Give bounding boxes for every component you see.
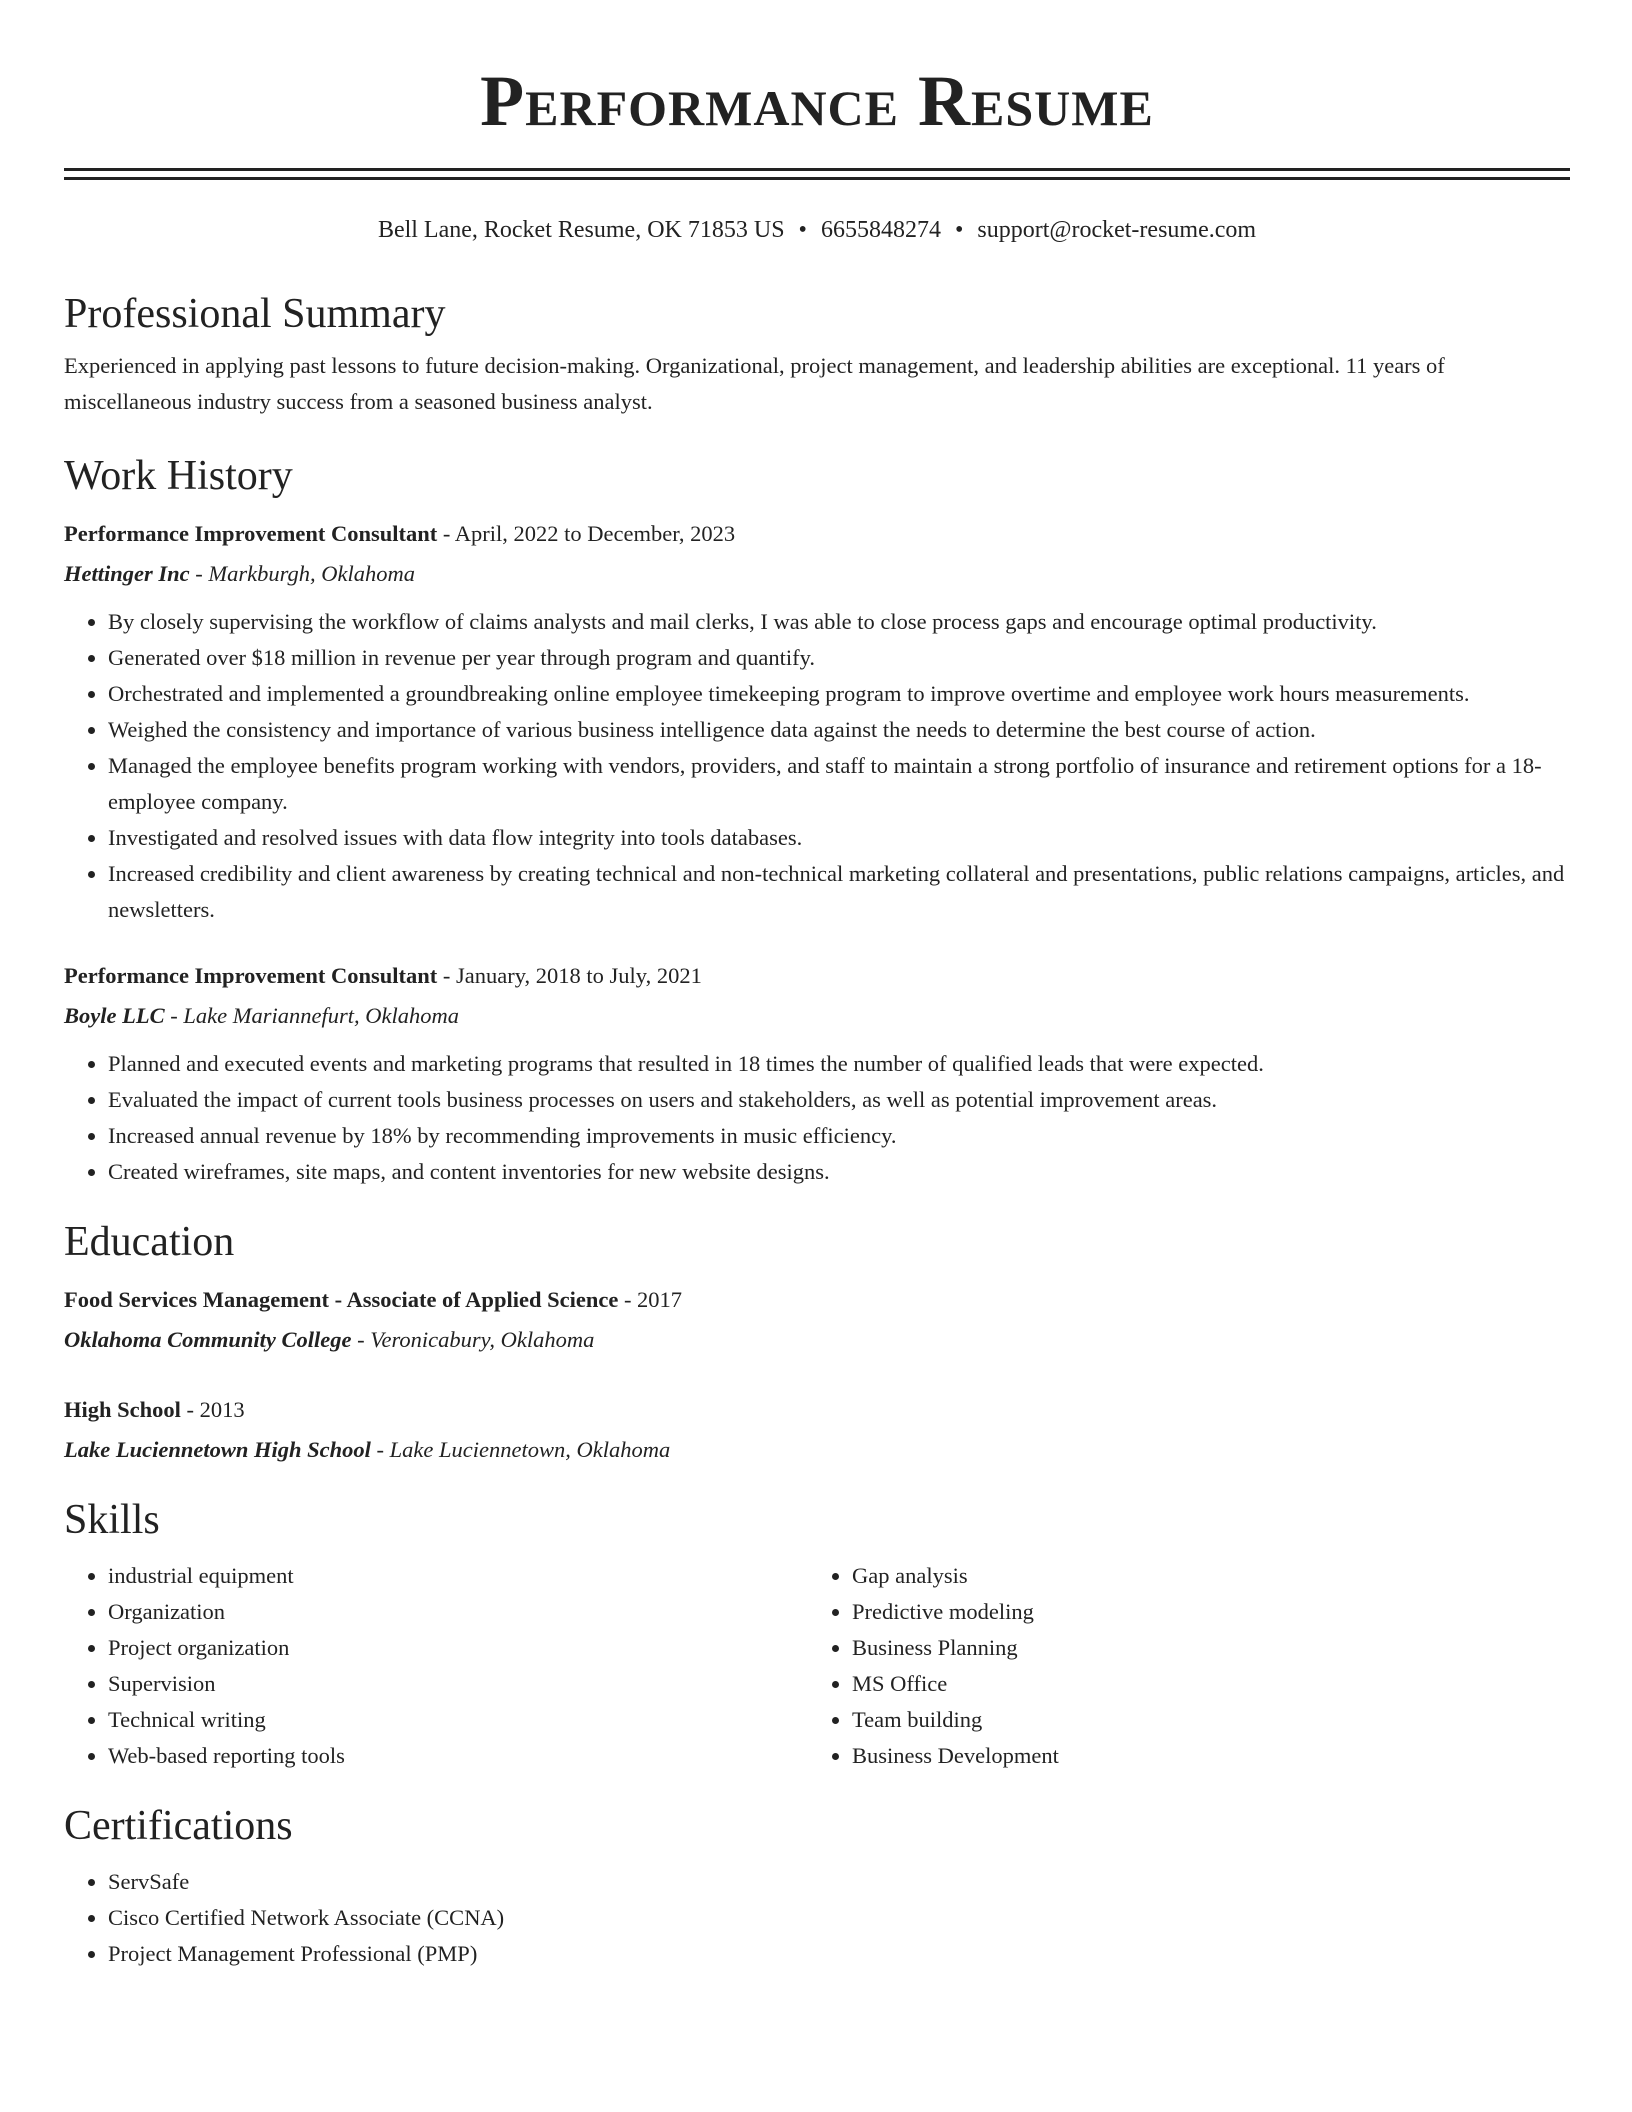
- section-title-skills: Skills: [64, 1497, 160, 1543]
- education-heading: [64, 1282, 1570, 1318]
- list-item: • Increased annual revenue by 18% by recommending improvements in music efficiency.: [108, 1118, 1570, 1154]
- list-item: • Orchestrated and implemented a groundbreaking online employee timekeeping program to improve overtime and employee work hours measurements.: [108, 676, 1570, 712]
- skill-item: • Technical writing: [108, 1702, 808, 1738]
- degree-name: Food Services Management - Associate of Applied Science: [64, 1287, 619, 1312]
- school-name: Lake Luciennetown High School: [64, 1437, 371, 1462]
- list-item: • Increased credibility and client awareness by creating technical and non-technical marketing collateral and presentations, public relations campaigns, articles, and newsletters.: [108, 856, 1570, 928]
- skill-item: • Project organization: [108, 1630, 808, 1666]
- contact-line: [64, 214, 1570, 246]
- degree-name: High School: [64, 1397, 181, 1422]
- school-location: - Lake Luciennetown, Oklahoma: [370, 1437, 671, 1462]
- contact-separator: •: [954, 217, 964, 243]
- school-location: - Veronicabury, Oklahoma: [351, 1327, 595, 1352]
- list-item: • By closely supervising the workflow of claims analysts and mail clerks, I was able to close process gaps and encourage optimal productivity.: [108, 604, 1570, 640]
- education-entry: [64, 1282, 1570, 1358]
- skill-item: • Predictive modeling: [852, 1594, 1552, 1630]
- summary-text: Experienced in applying past lessons to future decision-making. Organizational, project management, and leadership abilities are exceptional. 11 years of miscellaneous industry success from a seasoned business analyst.: [64, 353, 1445, 414]
- contact-address: Bell Lane, Rocket Resume, OK 71853 US: [377, 217, 785, 243]
- skill-item: • Organization: [108, 1594, 808, 1630]
- job-title: Performance Improvement Consultant: [64, 963, 438, 988]
- company-name: Hettinger Inc: [64, 561, 190, 586]
- skill-item: • Web-based reporting tools: [108, 1738, 808, 1774]
- contact-phone: 6655848274: [820, 217, 941, 243]
- list-item: • Weighed the consistency and importance of various business intelligence data against the needs to determine the best course of action.: [108, 712, 1570, 748]
- list-item: • Created wireframes, site maps, and content inventories for new website designs.: [108, 1154, 1570, 1190]
- education-heading: [64, 1392, 1570, 1428]
- graduation-year: - 2017: [618, 1287, 683, 1312]
- section-title-certifications: Certifications: [64, 1803, 293, 1849]
- list-item: • Planned and executed events and marketing programs that resulted in 18 times the number of qualified leads that were expected.: [108, 1046, 1570, 1082]
- job-dates: - April, 2022 to December, 2023: [437, 521, 736, 546]
- contact-email: support@rocket-resume.com: [977, 217, 1257, 243]
- job-employer: [64, 556, 1570, 592]
- certification-item: • Cisco Certified Network Associate (CCNA): [108, 1900, 1570, 1936]
- certification-item: • Project Management Professional (PMP): [108, 1936, 1570, 1972]
- resume-page: [64, 0, 1570, 1972]
- skill-item: • Business Planning: [852, 1630, 1552, 1666]
- job-entry: [64, 516, 1570, 928]
- job-title: Performance Improvement Consultant: [64, 521, 438, 546]
- certification-item: • ServSafe: [108, 1864, 1570, 1900]
- graduation-year: - 2013: [180, 1397, 245, 1422]
- skills-list-right: [808, 1558, 1552, 1774]
- job-employer: [64, 998, 1570, 1034]
- job-heading: [64, 958, 1570, 994]
- job-heading: [64, 516, 1570, 552]
- skills-grid: [64, 1558, 1570, 1774]
- contact-separator: •: [798, 217, 807, 243]
- school-line: [64, 1432, 1570, 1468]
- list-item: • Generated over $18 million in revenue per year through program and quantify.: [108, 640, 1570, 676]
- list-item: • Evaluated the impact of current tools business processes on users and stakeholders, as well as potential improvement areas.: [108, 1082, 1570, 1118]
- list-item: • Managed the employee benefits program working with vendors, providers, and staff to maintain a strong portfolio of insurance and retirement options for a 18-employee company.: [108, 748, 1570, 820]
- section-title-summary: Professional Summary: [64, 291, 446, 337]
- section-title-education: Education: [64, 1219, 235, 1265]
- resume-title: Performance Resume: [480, 61, 1154, 141]
- education-entry: [64, 1392, 1570, 1468]
- title-divider-bottom: [64, 177, 1570, 180]
- company-name: Boyle LLC: [64, 1003, 165, 1028]
- skill-item: • industrial equipment: [108, 1558, 808, 1594]
- section-title-work: Work History: [64, 453, 293, 499]
- school-name: Oklahoma Community College: [64, 1327, 352, 1352]
- job-entry: [64, 958, 1570, 1190]
- list-item: • Investigated and resolved issues with data flow integrity into tools databases.: [108, 820, 1570, 856]
- job-bullets: [64, 1046, 1570, 1190]
- school-line: [64, 1322, 1570, 1358]
- job-dates: - January, 2018 to July, 2021: [437, 963, 702, 988]
- title-divider-top: [64, 168, 1570, 171]
- skills-list-left: [64, 1558, 808, 1774]
- skill-item: • Team building: [852, 1702, 1552, 1738]
- skill-item: • Supervision: [108, 1666, 808, 1702]
- skill-item: • Business Development: [852, 1738, 1552, 1774]
- company-location: - Markburgh, Oklahoma: [189, 561, 416, 586]
- company-location: - Lake Mariannefurt, Oklahoma: [164, 1003, 459, 1028]
- job-bullets: [64, 604, 1570, 928]
- skill-item: • MS Office: [852, 1666, 1552, 1702]
- skill-item: • Gap analysis: [852, 1558, 1552, 1594]
- certifications-list: [64, 1864, 1570, 1972]
